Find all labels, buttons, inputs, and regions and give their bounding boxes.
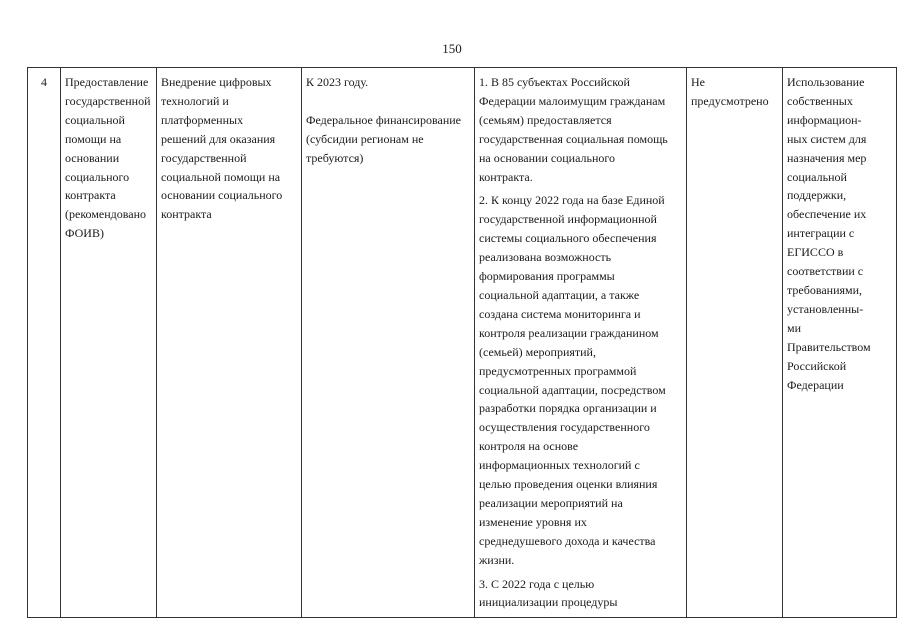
result-line: разработки порядка организации и xyxy=(479,401,657,416)
funding-line: требуются) xyxy=(306,150,364,165)
notes-line: социальной xyxy=(787,169,847,184)
measure-description-line: решений для оказания xyxy=(161,131,276,146)
result-line: социальной адаптации, а также xyxy=(479,287,640,302)
result-line: предусмотренных программой xyxy=(479,363,637,378)
result-line: контракта. xyxy=(479,169,533,184)
notes-line: назначения мер xyxy=(787,150,867,165)
result-line: информационных технологий с xyxy=(479,458,640,473)
notes-line: ных систем для xyxy=(787,131,867,146)
result-line: 3. С 2022 года с целью xyxy=(479,576,595,591)
result-line: осуществления государственного xyxy=(479,420,650,435)
deadline-text: К 2023 году. xyxy=(306,75,369,89)
notes-line: Использование xyxy=(787,75,865,89)
notes-line: ми xyxy=(787,320,802,335)
result-line: целью проведения оценки влияния xyxy=(479,477,658,492)
result-line: Федерации малоимущим гражданам xyxy=(479,93,666,108)
measure-name-line: социального xyxy=(65,169,130,184)
provision-cell xyxy=(687,68,783,618)
notes-line: обеспечение их xyxy=(787,207,867,222)
result-line: (семьей) мероприятий, xyxy=(479,344,596,359)
result-line: жизни. xyxy=(479,552,515,567)
notes-cell xyxy=(783,68,897,618)
result-line: 1. В 85 субъектах Российской xyxy=(479,75,630,89)
notes-line: соответствии с xyxy=(787,264,864,279)
notes-line: информацион- xyxy=(787,112,862,127)
result-line: 2. К концу 2022 года на базе Единой xyxy=(479,193,665,208)
notes-line: Федерации xyxy=(787,377,844,392)
funding-line: (субсидии регионам не xyxy=(306,131,424,146)
result-line: формирования программы xyxy=(479,269,615,284)
measure-name-line: основании xyxy=(65,150,120,165)
result-line: изменение уровня их xyxy=(479,514,587,529)
result-paragraph xyxy=(479,575,682,613)
result-line: среднедушевого дохода и качества xyxy=(479,533,656,548)
notes-line: интеграции с xyxy=(787,226,855,241)
measure-name-line: Предоставление xyxy=(65,75,149,89)
result-line: социальной адаптации, посредством xyxy=(479,382,666,397)
notes-line: требованиями, xyxy=(787,282,863,297)
measure-description-line: государственной xyxy=(161,150,247,165)
measure-description-line: платформенных xyxy=(161,112,244,127)
measure-description-line: Внедрение цифровых xyxy=(161,75,272,89)
row-number: 4 xyxy=(28,68,61,618)
notes-line: поддержки, xyxy=(787,188,847,203)
measure-name-line: контракта xyxy=(65,188,116,203)
result-line: реализации мероприятий на xyxy=(479,495,623,510)
result-line: создана система мониторинга и xyxy=(479,306,641,321)
table-row xyxy=(28,68,897,618)
result-line: реализована возможность xyxy=(479,250,612,265)
funding-line: Федеральное финансирование xyxy=(306,112,461,127)
page-number: 150 xyxy=(442,41,462,56)
result-line: контроля на основе xyxy=(479,439,579,454)
notes-line: Российской xyxy=(787,358,847,373)
result-paragraph xyxy=(479,73,682,186)
measures-table xyxy=(27,67,897,618)
measure-description-line: технологий и xyxy=(161,93,229,108)
measure-name-line: (рекомендовано xyxy=(65,207,147,222)
measure-name-cell xyxy=(61,68,157,618)
deadline-funding-cell xyxy=(302,68,475,618)
measure-name-line: ФОИВ) xyxy=(65,226,104,241)
result-line: контроля реализации гражданином xyxy=(479,325,659,340)
measure-description-line: социальной помощи на xyxy=(161,169,281,184)
measure-description-line: основании социального xyxy=(161,188,283,203)
result-line: (семьям) предоставляется xyxy=(479,112,612,127)
provision-line: предусмотрено xyxy=(691,93,769,108)
result-line: системы социального обеспечения xyxy=(479,231,657,246)
notes-line: собственных xyxy=(787,93,853,108)
provision-line: Не xyxy=(691,75,705,89)
measure-name-line: социальной xyxy=(65,112,125,127)
result-line: на основании социального xyxy=(479,150,616,165)
measure-description-line: контракта xyxy=(161,207,212,222)
result-paragraph xyxy=(479,191,682,569)
measure-name-line: помощи на xyxy=(65,131,122,146)
result-line: государственной информационной xyxy=(479,212,657,227)
result-line: инициализации процедуры xyxy=(479,595,618,610)
measure-description-cell xyxy=(157,68,302,618)
notes-line: установленны- xyxy=(787,301,864,316)
notes-line: Правительством xyxy=(787,339,871,354)
measure-name-line: государственной xyxy=(65,93,151,108)
notes-line: ЕГИССО в xyxy=(787,245,844,260)
result-line: государственная социальная помощь xyxy=(479,131,668,146)
expected-results-cell xyxy=(475,68,687,618)
